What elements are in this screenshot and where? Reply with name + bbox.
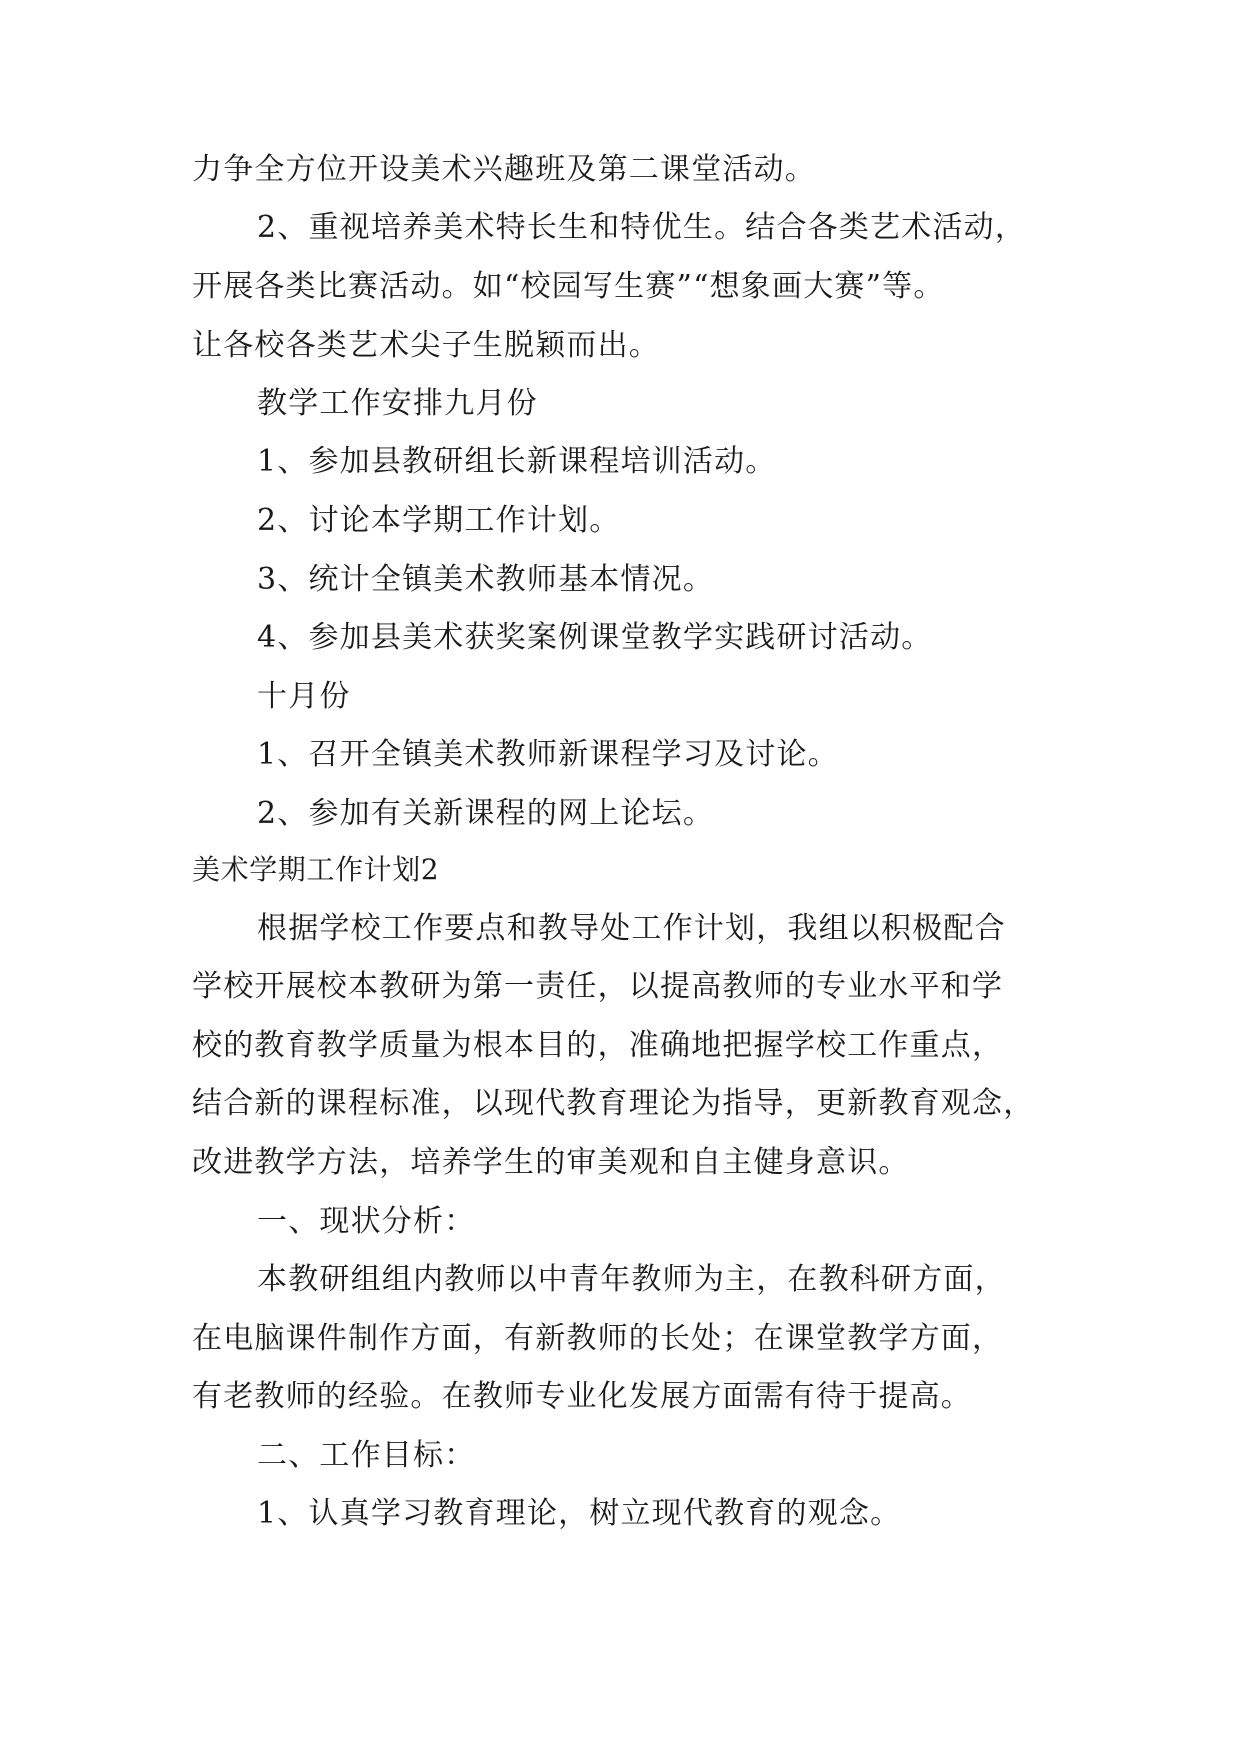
text-line: 有老教师的经验。在教师专业化发展方面需有待于提高。 (192, 1379, 972, 1414)
text-line: 开展各类比赛活动。如“校园写生赛”“想象画大赛”等。 (192, 269, 945, 304)
text-line: 让各校各类艺术尖子生脱颖而出。 (192, 328, 660, 363)
text-line: 在电脑课件制作方面，有新教师的长处；在课堂教学方面， (192, 1321, 1004, 1356)
section-heading: 一、现状分析： (257, 1204, 476, 1239)
text-line: 1、认真学习教育理论，树立现代教育的观念。 (257, 1496, 902, 1531)
text-line: 1、参加县教研组长新课程培训活动。 (257, 444, 777, 479)
text-line: 力争全方位开设美术兴趣班及第二课堂活动。 (192, 152, 816, 187)
text-line: 2、参加有关新课程的网上论坛。 (257, 796, 715, 831)
text-line: 学校开展校本教研为第一责任，以提高教师的专业水平和学 (192, 969, 1004, 1004)
text-line: 结合新的课程标准，以现代教育理论为指导，更新教育观念， (192, 1086, 1035, 1121)
document-title: 美术学期工作计划2 (192, 853, 440, 886)
section-heading: 十月份 (257, 679, 351, 714)
text-line: 4、参加县美术获奖案例课堂教学实践研讨活动。 (257, 620, 933, 655)
text-line: 本教研组组内教师以中青年教师为主，在教科研方面， (257, 1262, 1006, 1297)
text-line: 校的教育教学质量为根本目的，准确地把握学校工作重点， (192, 1028, 1004, 1063)
text-line: 3、统计全镇美术教师基本情况。 (257, 562, 715, 597)
text-line: 2、重视培养美术特长生和特优生。结合各类艺术活动， (257, 210, 1027, 245)
text-line: 2、讨论本学期工作计划。 (257, 503, 621, 538)
section-heading: 教学工作安排九月份 (257, 386, 538, 421)
text-line: 1、召开全镇美术教师新课程学习及讨论。 (257, 737, 839, 772)
section-heading: 二、工作目标： (257, 1438, 476, 1473)
text-line: 改进教学方法，培养学生的审美观和自主健身意识。 (192, 1145, 910, 1180)
text-line: 根据学校工作要点和教导处工作计划，我组以积极配合 (257, 911, 1006, 946)
document-body (192, 0, 1092, 1754)
